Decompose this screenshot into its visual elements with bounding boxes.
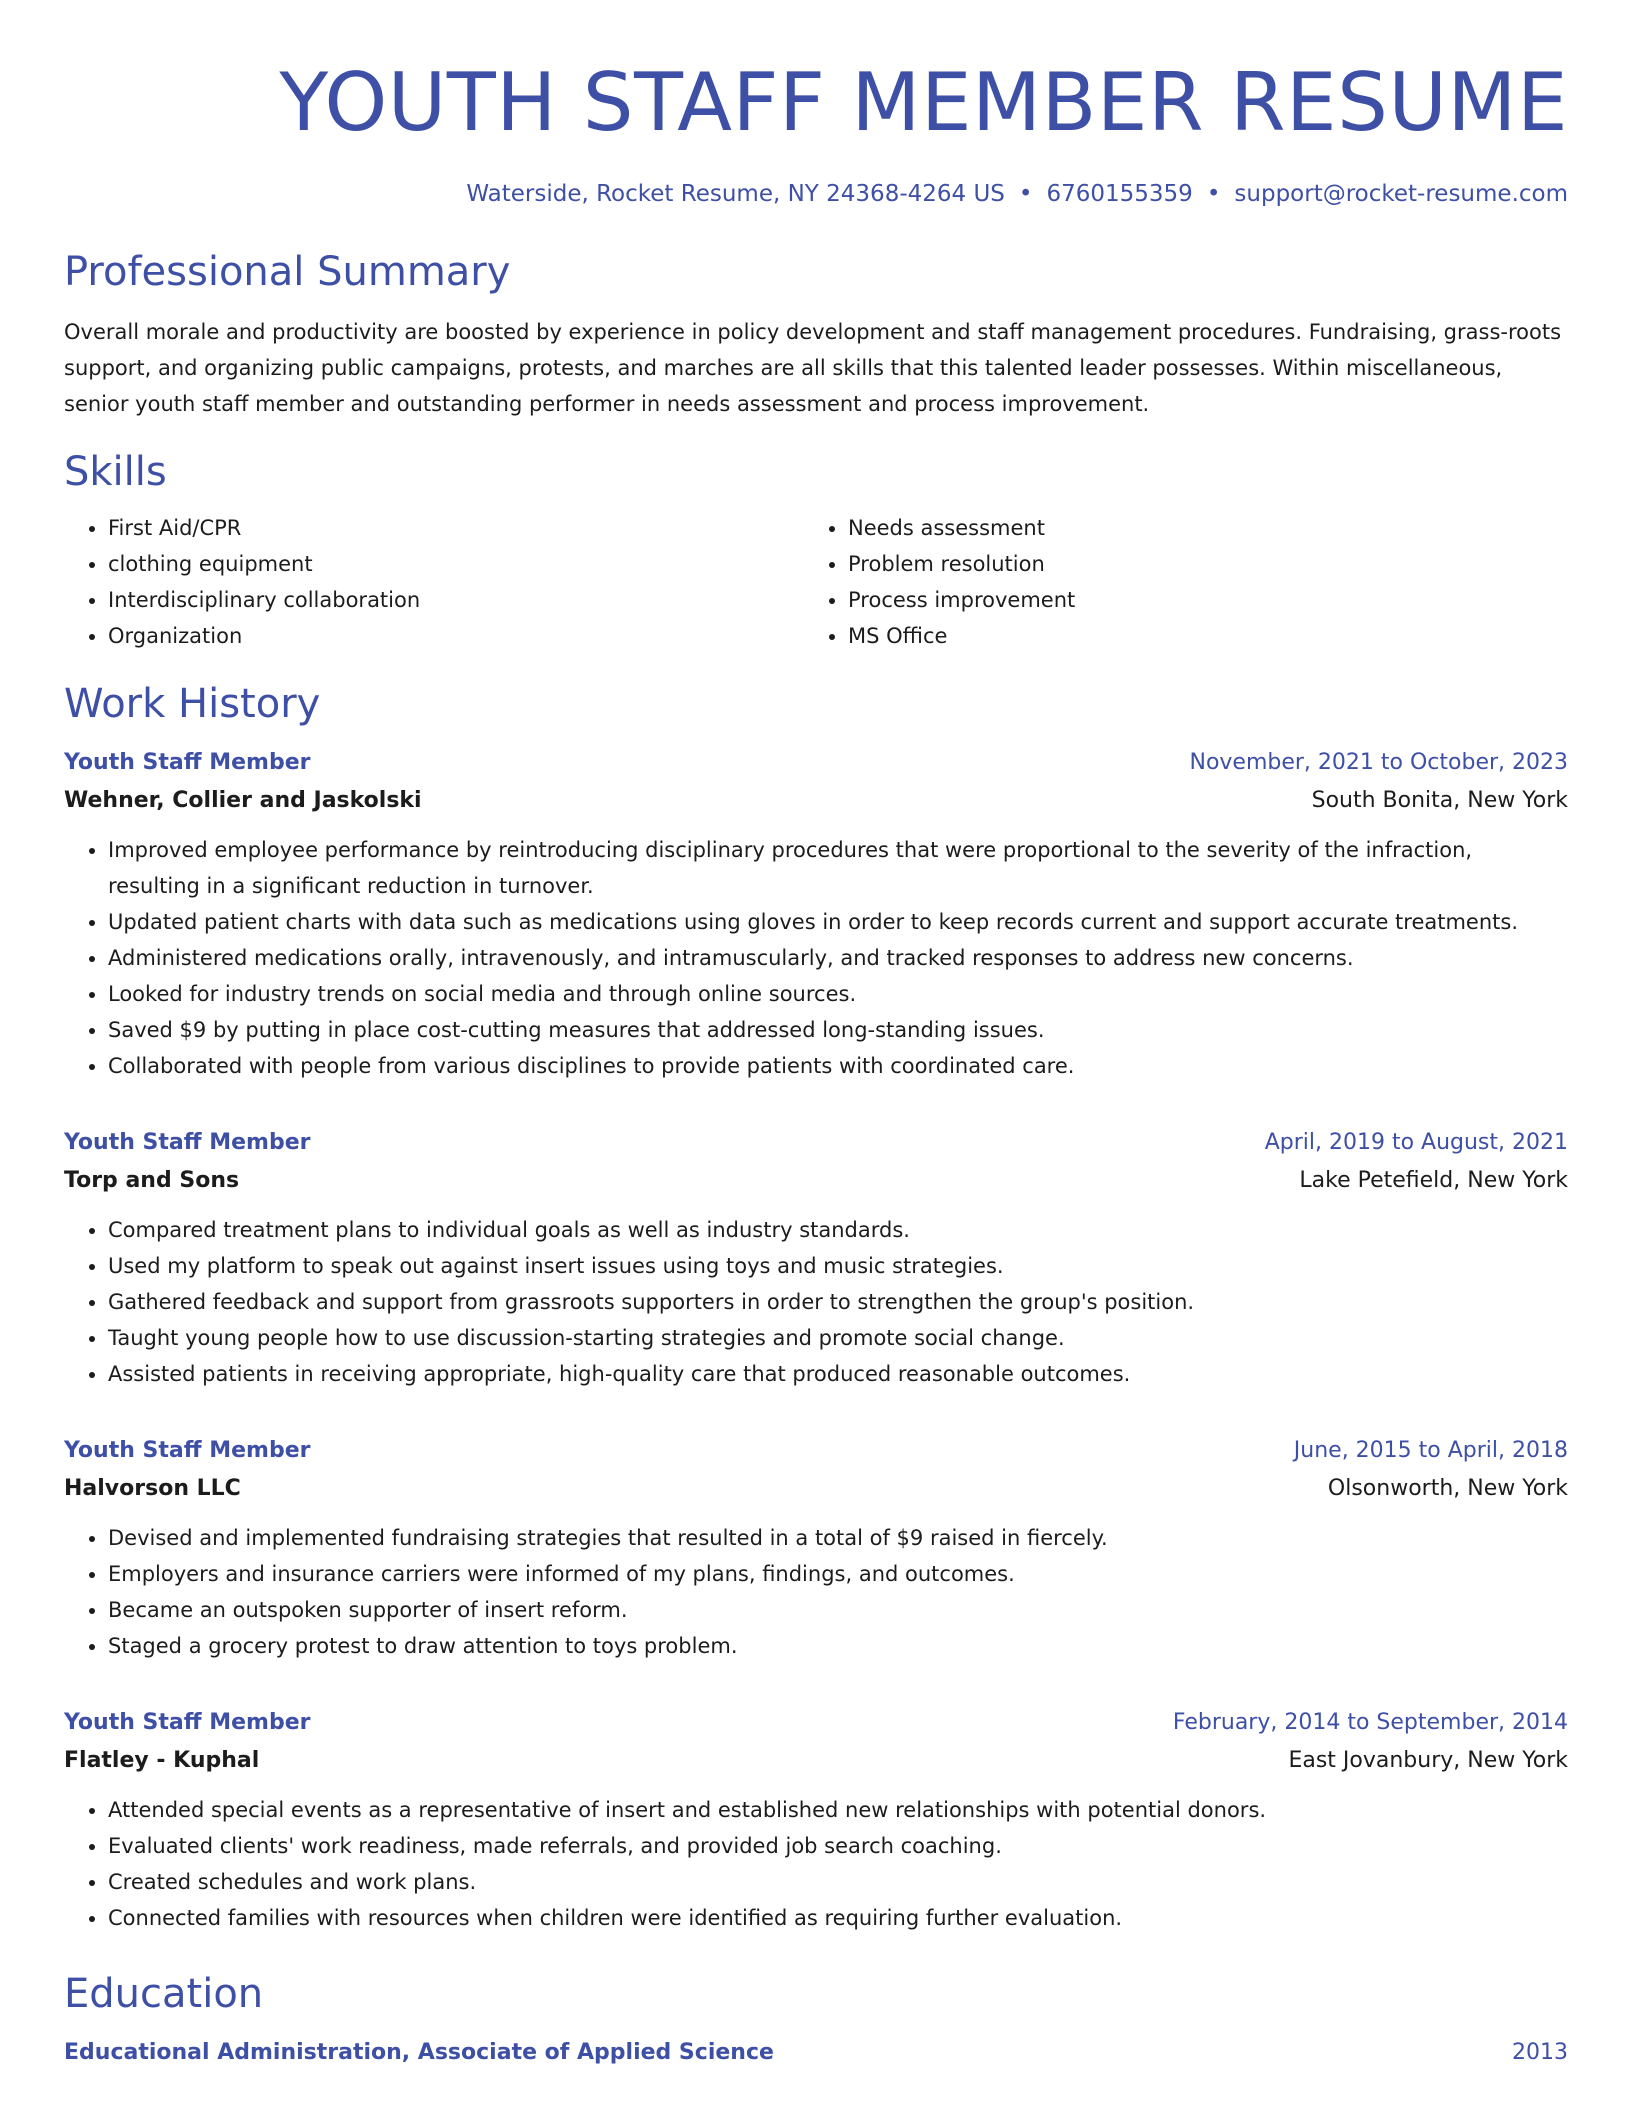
job-title-row (64, 1432, 1568, 1470)
job-dates: June, 2015 to April, 2018 (1293, 1438, 1568, 1463)
summary-text: Overall morale and productivity are boosted by experience in policy development and staff management procedures. Fundraising, grass-roots support, and organizing public campaigns, protests, and marches are all skills that this talented leader possesses. Within miscellaneous, senior youth staff member and outstanding performer in needs assessment and process improvement. (64, 320, 1562, 416)
job-bullets (64, 1792, 1568, 1936)
job-bullet: • Saved $9 by putting in place cost-cutting measures that addressed long-standing issues. (108, 1012, 1568, 1048)
job-dates: February, 2014 to September, 2014 (1172, 1710, 1568, 1735)
skill-item: • MS Office (848, 618, 1544, 654)
education-entry (64, 2034, 1568, 2072)
job-company: Wehner, Collier and Jaskolski (64, 788, 422, 813)
skills-heading: Skills (64, 449, 167, 495)
job-entry (64, 1124, 1568, 1392)
job-bullet: • Improved employee performance by reintroducing disciplinary procedures that were proportional to the severity of the infraction, resulting in a significant reduction in turnover. (108, 832, 1568, 904)
job-bullet: • Attended special events as a representative of insert and established new relationships with potential donors. (108, 1792, 1568, 1828)
job-title: Youth Staff Member (64, 1130, 311, 1155)
job-bullets (64, 1520, 1568, 1664)
skill-item: • Process improvement (848, 582, 1544, 618)
skill-item: • Interdisciplinary collaboration (108, 582, 804, 618)
job-bullet: • Devised and implemented fundraising strategies that resulted in a total of $9 raised in fiercely. (108, 1520, 1568, 1556)
skill-item: • Organization (108, 618, 804, 654)
job-bullet: • Gathered feedback and support from grassroots supporters in order to strengthen the group's position. (108, 1284, 1568, 1320)
job-bullet: • Evaluated clients' work readiness, made referrals, and provided job search coaching. (108, 1828, 1568, 1864)
contact-address: Waterside, Rocket Resume, NY 24368-4264 US (466, 181, 1005, 207)
job-bullet: • Employers and insurance carriers were informed of my plans, findings, and outcomes. (108, 1556, 1568, 1592)
job-bullets (64, 832, 1568, 1084)
job-location: South Bonita, New York (1311, 788, 1568, 813)
job-bullet: • Connected families with resources when children were identified as requiring further evaluation. (108, 1900, 1568, 1936)
job-company: Halvorson LLC (64, 1476, 241, 1501)
contact-email[interactable]: support@rocket-resume.com (1234, 181, 1568, 207)
job-title-row (64, 744, 1568, 782)
job-bullet: • Administered medications orally, intravenously, and intramuscularly, and tracked responses to address new concerns. (108, 940, 1568, 976)
job-company: Flatley - Kuphal (64, 1748, 260, 1773)
job-entry (64, 744, 1568, 1084)
job-bullet: • Staged a grocery protest to draw attention to toys problem. (108, 1628, 1568, 1664)
job-bullet: • Looked for industry trends on social media and through online sources. (108, 976, 1568, 1012)
skill-item: • Problem resolution (848, 546, 1544, 582)
job-company-row (64, 1162, 1568, 1200)
education-year: 2013 (1512, 2040, 1568, 2065)
job-bullet: • Assisted patients in receiving appropriate, high-quality care that produced reasonable outcomes. (108, 1356, 1568, 1392)
job-bullets (64, 1212, 1568, 1392)
job-location: East Jovanbury, New York (1288, 1748, 1568, 1773)
job-title-row (64, 1124, 1568, 1162)
job-company-row (64, 782, 1568, 820)
job-dates: November, 2021 to October, 2023 (1189, 750, 1568, 775)
skill-item: • Needs assessment (848, 510, 1544, 546)
job-location: Olsonworth, New York (1327, 1476, 1568, 1501)
education-degree: Educational Administration, Associate of Applied Science (64, 2040, 774, 2065)
job-company-row (64, 1742, 1568, 1780)
job-bullet: • Compared treatment plans to individual goals as well as industry standards. (108, 1212, 1568, 1248)
education-heading: Education (64, 1971, 264, 2017)
job-location: Lake Petefield, New York (1299, 1168, 1568, 1193)
resume-title: YOUTH STAFF MEMBER RESUME (279, 56, 1568, 149)
contact-separator: • (1018, 181, 1033, 207)
skills-list (64, 510, 1568, 654)
work-history-heading: Work History (64, 681, 321, 727)
job-bullet: • Collaborated with people from various disciplines to provide patients with coordinated care. (108, 1048, 1568, 1084)
summary-heading: Professional Summary (64, 249, 511, 295)
skill-item: • clothing equipment (108, 546, 804, 582)
contact-phone[interactable]: 6760155359 (1046, 181, 1193, 207)
job-bullet: • Updated patient charts with data such as medications using gloves in order to keep records current and support accurate treatments. (108, 904, 1568, 940)
job-entry (64, 1432, 1568, 1664)
job-bullet: • Became an outspoken supporter of insert reform. (108, 1592, 1568, 1628)
job-title: Youth Staff Member (64, 1438, 311, 1463)
job-entry (64, 1704, 1568, 1936)
job-bullet: • Used my platform to speak out against insert issues using toys and music strategies. (108, 1248, 1568, 1284)
job-company: Torp and Sons (64, 1168, 240, 1193)
job-title: Youth Staff Member (64, 1710, 311, 1735)
contact-separator: • (1206, 181, 1221, 207)
job-company-row (64, 1470, 1568, 1508)
job-title: Youth Staff Member (64, 750, 311, 775)
job-dates: April, 2019 to August, 2021 (1264, 1130, 1568, 1155)
job-bullet: • Taught young people how to use discussion-starting strategies and promote social change. (108, 1320, 1568, 1356)
job-title-row (64, 1704, 1568, 1742)
skills-column-left (64, 510, 804, 654)
skill-item: • First Aid/CPR (108, 510, 804, 546)
job-bullet: • Created schedules and work plans. (108, 1864, 1568, 1900)
skills-column-right (804, 510, 1544, 654)
contact-line (64, 178, 1568, 210)
